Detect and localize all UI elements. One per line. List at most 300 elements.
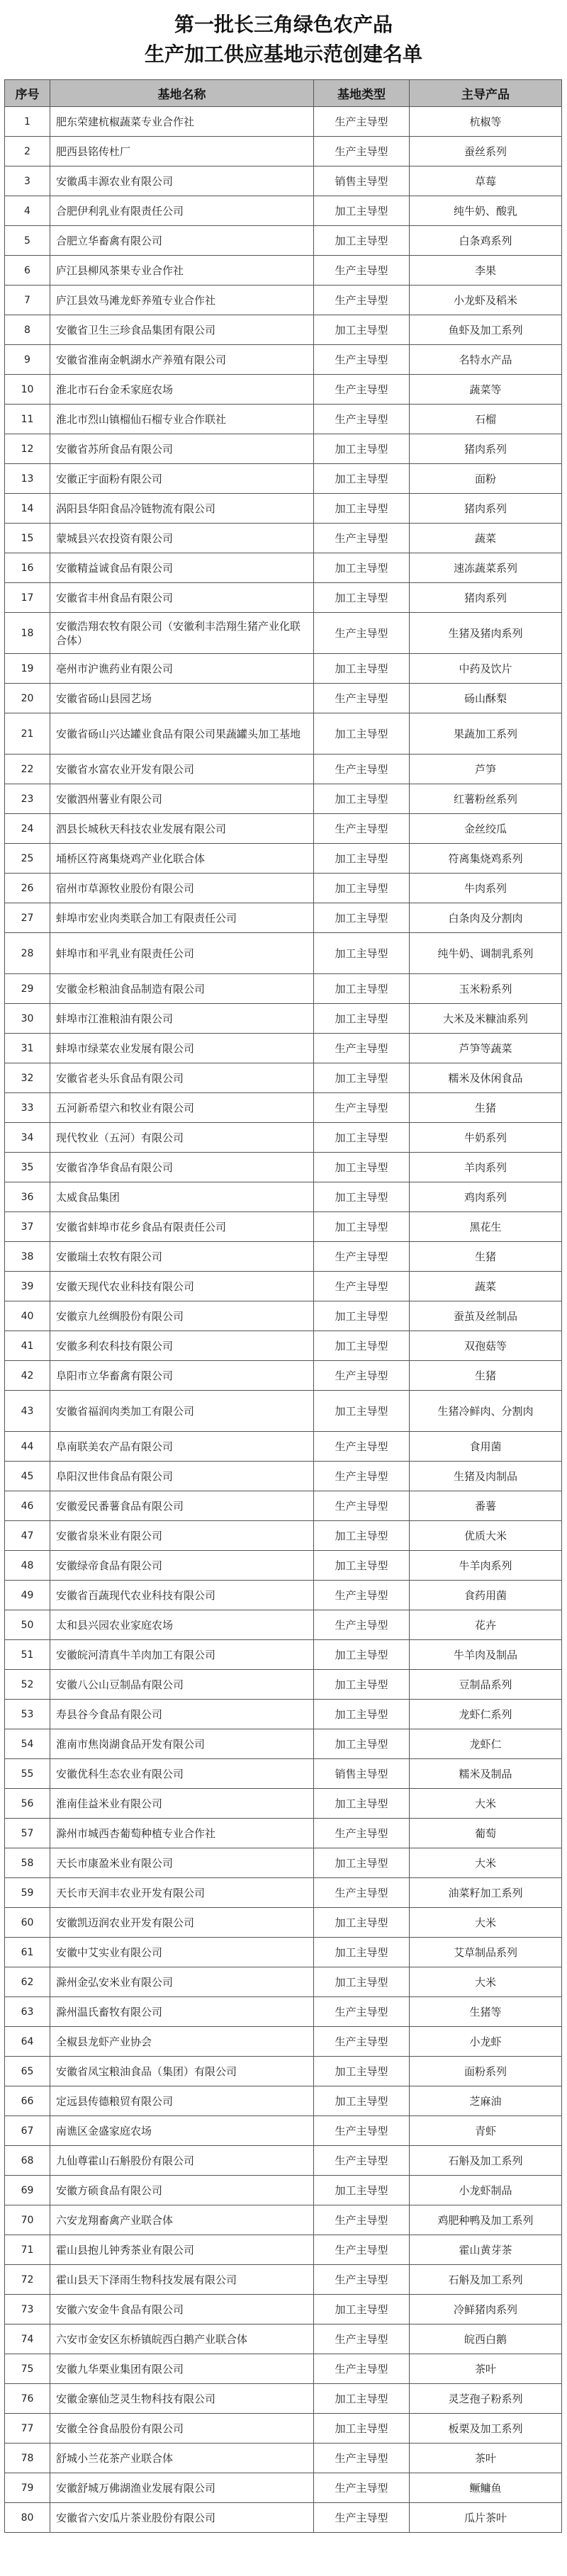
- table-row: [5, 107, 562, 137]
- row-product: 优质大米: [410, 1521, 562, 1551]
- row-name: 安徽优科生态农业有限公司: [50, 1759, 314, 1789]
- row-type: 加工主导型: [314, 844, 410, 874]
- row-no: 40: [5, 1301, 50, 1331]
- row-product: 小龙虾及稻米: [410, 286, 562, 315]
- row-product: 中药及饮片: [410, 654, 562, 684]
- row-name: 安徽泗州薯业有限公司: [50, 784, 314, 814]
- row-type: 生产主导型: [314, 1997, 410, 2027]
- row-no: 28: [5, 933, 50, 974]
- row-no: 35: [5, 1153, 50, 1182]
- row-no: 8: [5, 315, 50, 345]
- row-no: 19: [5, 654, 50, 684]
- row-type: 加工主导型: [314, 1700, 410, 1729]
- row-no: 3: [5, 166, 50, 196]
- table-row: [5, 1759, 562, 1789]
- row-name: 安徽金寨仙芝灵生物科技有限公司: [50, 2384, 314, 2414]
- row-no: 36: [5, 1182, 50, 1212]
- row-type: 加工主导型: [314, 1123, 410, 1153]
- row-name: 安徽瑞土农牧有限公司: [50, 1242, 314, 1272]
- row-type: 生产主导型: [314, 2324, 410, 2354]
- table-row: [5, 1182, 562, 1212]
- row-product: 鸡肉系列: [410, 1182, 562, 1212]
- row-type: 加工主导型: [314, 2176, 410, 2205]
- row-product: 草莓: [410, 166, 562, 196]
- row-name: 安徽爱民番薯食品有限公司: [50, 1491, 314, 1521]
- row-name: 宿州市草源牧业股份有限公司: [50, 874, 314, 903]
- row-name: 安徽省净华食品有限公司: [50, 1153, 314, 1182]
- row-product: 龙虾仁系列: [410, 1700, 562, 1729]
- row-name: 安徽中艾实业有限公司: [50, 1938, 314, 1967]
- row-type: 加工主导型: [314, 1729, 410, 1759]
- table-row: [5, 1670, 562, 1700]
- row-no: 74: [5, 2324, 50, 2354]
- row-type: 加工主导型: [314, 2295, 410, 2324]
- row-type: 加工主导型: [314, 434, 410, 464]
- row-type: 加工主导型: [314, 1153, 410, 1182]
- row-no: 41: [5, 1331, 50, 1361]
- row-name: 安徽禹丰源农业有限公司: [50, 166, 314, 196]
- row-product: 羊肉系列: [410, 1153, 562, 1182]
- row-no: 13: [5, 464, 50, 494]
- row-type: 加工主导型: [314, 1331, 410, 1361]
- row-name: 合肥伊利乳业有限责任公司: [50, 196, 314, 226]
- row-no: 1: [5, 107, 50, 137]
- row-no: 75: [5, 2354, 50, 2384]
- row-type: 加工主导型: [314, 315, 410, 345]
- table-row: [5, 1521, 562, 1551]
- table-row: [5, 2027, 562, 2057]
- row-name: 肥西县铭传杜厂: [50, 137, 314, 166]
- table-row: [5, 1581, 562, 1610]
- row-no: 56: [5, 1789, 50, 1819]
- row-no: 53: [5, 1700, 50, 1729]
- table-row: [5, 874, 562, 903]
- row-no: 27: [5, 903, 50, 933]
- table-row: [5, 583, 562, 613]
- row-name: 安徽省老头乐食品有限公司: [50, 1063, 314, 1093]
- row-name: 天长市康盈米业有限公司: [50, 1848, 314, 1878]
- table-row: [5, 1819, 562, 1848]
- row-name: 安徽省百蔬现代农业科技有限公司: [50, 1581, 314, 1610]
- table-row: [5, 1093, 562, 1123]
- row-product: 生猪冷鲜肉、分割肉: [410, 1391, 562, 1432]
- row-product: 青虾: [410, 2116, 562, 2146]
- row-no: 32: [5, 1063, 50, 1093]
- row-no: 15: [5, 524, 50, 553]
- row-name: 安徽六安金牛食品有限公司: [50, 2295, 314, 2324]
- row-name: 现代牧业（五河）有限公司: [50, 1123, 314, 1153]
- table-row: [5, 2116, 562, 2146]
- row-no: 9: [5, 345, 50, 375]
- row-no: 52: [5, 1670, 50, 1700]
- table-row: [5, 1967, 562, 1997]
- row-name: 五河新希望六和牧业有限公司: [50, 1093, 314, 1123]
- row-product: 符离集烧鸡系列: [410, 844, 562, 874]
- header-no: 序号: [5, 80, 50, 107]
- row-type: 加工主导型: [314, 713, 410, 755]
- row-name: 安徽凯迈润农业开发有限公司: [50, 1908, 314, 1938]
- row-no: 34: [5, 1123, 50, 1153]
- row-type: 生产主导型: [314, 2473, 410, 2503]
- row-no: 48: [5, 1551, 50, 1581]
- row-type: 生产主导型: [314, 1491, 410, 1521]
- row-type: 加工主导型: [314, 196, 410, 226]
- row-product: 蔬菜等: [410, 375, 562, 405]
- row-name: 安徽省蚌埠市花乡食品有限责任公司: [50, 1212, 314, 1242]
- table-row: [5, 137, 562, 166]
- table-row: [5, 1004, 562, 1034]
- row-type: 加工主导型: [314, 1004, 410, 1034]
- row-product: 牛羊肉系列: [410, 1551, 562, 1581]
- row-type: 加工主导型: [314, 2414, 410, 2444]
- row-no: 71: [5, 2235, 50, 2265]
- row-type: 生产主导型: [314, 2354, 410, 2384]
- row-type: 加工主导型: [314, 494, 410, 524]
- table-row: [5, 2146, 562, 2176]
- row-type: 加工主导型: [314, 553, 410, 583]
- row-name: 全椒县龙虾产业协会: [50, 2027, 314, 2057]
- header-product: 主导产品: [410, 80, 562, 107]
- row-name: 安徽省泉米业有限公司: [50, 1521, 314, 1551]
- row-product: 皖西白鹅: [410, 2324, 562, 2354]
- table-row: [5, 345, 562, 375]
- row-type: 生产主导型: [314, 375, 410, 405]
- row-product: 龙虾仁: [410, 1729, 562, 1759]
- row-type: 生产主导型: [314, 1610, 410, 1640]
- row-type: 生产主导型: [314, 524, 410, 553]
- row-product: 灵芝孢子粉系列: [410, 2384, 562, 2414]
- row-product: 食药用菌: [410, 1581, 562, 1610]
- table-row: [5, 1212, 562, 1242]
- row-no: 31: [5, 1034, 50, 1063]
- row-no: 70: [5, 2205, 50, 2235]
- table-row: [5, 1878, 562, 1908]
- row-type: 加工主导型: [314, 1212, 410, 1242]
- row-product: 大米: [410, 1967, 562, 1997]
- row-name: 九仙尊霍山石斛股份有限公司: [50, 2146, 314, 2176]
- row-product: 糯米及制品: [410, 1759, 562, 1789]
- row-name: 埇桥区符离集烧鸡产业化联合体: [50, 844, 314, 874]
- row-product: 小龙虾: [410, 2027, 562, 2057]
- row-product: 板栗及加工系列: [410, 2414, 562, 2444]
- table-row: [5, 844, 562, 874]
- row-name: 蚌埠市绿菜农业发展有限公司: [50, 1034, 314, 1063]
- row-product: 霍山黄芽茶: [410, 2235, 562, 2265]
- row-name: 安徽省凤宝粮油食品（集团）有限公司: [50, 2057, 314, 2086]
- row-type: 生产主导型: [314, 1462, 410, 1491]
- row-no: 69: [5, 2176, 50, 2205]
- row-name: 定远县传德粮贸有限公司: [50, 2086, 314, 2116]
- row-type: 生产主导型: [314, 405, 410, 434]
- row-product: 糯米及休闲食品: [410, 1063, 562, 1093]
- row-no: 39: [5, 1272, 50, 1301]
- row-name: 淮南佳益米业有限公司: [50, 1789, 314, 1819]
- row-product: 石斛及加工系列: [410, 2146, 562, 2176]
- row-name: 舒城小兰花茶产业联合体: [50, 2444, 314, 2473]
- row-no: 50: [5, 1610, 50, 1640]
- row-product: 番薯: [410, 1491, 562, 1521]
- row-product: 果蔬加工系列: [410, 713, 562, 755]
- row-type: 加工主导型: [314, 1967, 410, 1997]
- row-no: 38: [5, 1242, 50, 1272]
- row-type: 生产主导型: [314, 2116, 410, 2146]
- table-row: [5, 375, 562, 405]
- row-type: 加工主导型: [314, 1551, 410, 1581]
- table-row: [5, 974, 562, 1004]
- row-type: 加工主导型: [314, 874, 410, 903]
- row-name: 阜阳市立华畜禽有限公司: [50, 1361, 314, 1391]
- row-product: 杭椒等: [410, 107, 562, 137]
- table-row: [5, 784, 562, 814]
- row-no: 59: [5, 1878, 50, 1908]
- row-product: 生猪等: [410, 1997, 562, 2027]
- row-no: 78: [5, 2444, 50, 2473]
- row-type: 生产主导型: [314, 1878, 410, 1908]
- table-row: [5, 226, 562, 256]
- row-name: 安徽天现代农业科技有限公司: [50, 1272, 314, 1301]
- row-product: 猪肉系列: [410, 583, 562, 613]
- row-no: 7: [5, 286, 50, 315]
- row-product: 芦笋: [410, 755, 562, 784]
- row-type: 销售主导型: [314, 1759, 410, 1789]
- row-product: 金丝绞瓜: [410, 814, 562, 844]
- table-row: [5, 1848, 562, 1878]
- row-name: 安徽省苏所食品有限公司: [50, 434, 314, 464]
- row-product: 芦笋等蔬菜: [410, 1034, 562, 1063]
- row-no: 30: [5, 1004, 50, 1034]
- row-type: 生产主导型: [314, 1361, 410, 1391]
- row-name: 滁州温氏畜牧有限公司: [50, 1997, 314, 2027]
- row-product: 鱼虾及加工系列: [410, 315, 562, 345]
- table-row: [5, 755, 562, 784]
- row-no: 16: [5, 553, 50, 583]
- table-row: [5, 2384, 562, 2414]
- table-row: [5, 1153, 562, 1182]
- row-product: 速冻蔬菜系列: [410, 553, 562, 583]
- row-no: 46: [5, 1491, 50, 1521]
- table-row: [5, 1729, 562, 1759]
- row-no: 25: [5, 844, 50, 874]
- table-row: [5, 1432, 562, 1462]
- row-name: 庐江县柳风茶果专业合作社: [50, 256, 314, 286]
- row-name: 安徽省淮南金帆湖水产养殖有限公司: [50, 345, 314, 375]
- row-type: 销售主导型: [314, 166, 410, 196]
- row-no: 33: [5, 1093, 50, 1123]
- row-no: 64: [5, 2027, 50, 2057]
- row-name: 安徽省卫生三珍食品集团有限公司: [50, 315, 314, 345]
- table-row: [5, 713, 562, 755]
- row-no: 60: [5, 1908, 50, 1938]
- row-product: 大米: [410, 1908, 562, 1938]
- row-name: 肥东荣建杭椒蔬菜专业合作社: [50, 107, 314, 137]
- table-row: [5, 494, 562, 524]
- row-type: 生产主导型: [314, 2205, 410, 2235]
- row-type: 加工主导型: [314, 1063, 410, 1093]
- row-name: 霍山县抱儿钟秀茶业有限公司: [50, 2235, 314, 2265]
- row-no: 47: [5, 1521, 50, 1551]
- row-product: 油菜籽加工系列: [410, 1878, 562, 1908]
- row-product: 生猪及肉制品: [410, 1462, 562, 1491]
- row-name: 蚌埠市和平乳业有限责任公司: [50, 933, 314, 974]
- row-product: 鸡肥种鸭及加工系列: [410, 2205, 562, 2235]
- row-type: 加工主导型: [314, 226, 410, 256]
- row-product: 牛肉系列: [410, 874, 562, 903]
- row-no: 45: [5, 1462, 50, 1491]
- row-name: 安徽省水富农业开发有限公司: [50, 755, 314, 784]
- row-product: 石榴: [410, 405, 562, 434]
- row-product: 蚕茧及丝制品: [410, 1301, 562, 1331]
- table-row: [5, 1938, 562, 1967]
- row-name: 安徽省丰州食品有限公司: [50, 583, 314, 613]
- row-no: 23: [5, 784, 50, 814]
- row-product: 李果: [410, 256, 562, 286]
- title-line-2: 生产加工供应基地示范创建名单: [144, 43, 422, 66]
- row-type: 生产主导型: [314, 2503, 410, 2533]
- row-no: 51: [5, 1640, 50, 1670]
- row-type: 加工主导型: [314, 1848, 410, 1878]
- row-no: 61: [5, 1938, 50, 1967]
- table-row: [5, 286, 562, 315]
- row-type: 加工主导型: [314, 1938, 410, 1967]
- table-row: [5, 553, 562, 583]
- table-row: [5, 2503, 562, 2533]
- row-name: 安徽舒城万佛湖渔业发展有限公司: [50, 2473, 314, 2503]
- row-product: 食用菌: [410, 1432, 562, 1462]
- table-row: [5, 166, 562, 196]
- row-product: 大米: [410, 1848, 562, 1878]
- table-row: [5, 196, 562, 226]
- row-product: 玉米粉系列: [410, 974, 562, 1004]
- row-no: 44: [5, 1432, 50, 1462]
- row-type: 加工主导型: [314, 1391, 410, 1432]
- row-no: 73: [5, 2295, 50, 2324]
- row-name: 安徽金杉粮油食品制造有限公司: [50, 974, 314, 1004]
- table-row: [5, 405, 562, 434]
- row-no: 12: [5, 434, 50, 464]
- row-type: 生产主导型: [314, 1432, 410, 1462]
- row-name: 阜南联美农产品有限公司: [50, 1432, 314, 1462]
- row-type: 加工主导型: [314, 1908, 410, 1938]
- row-type: 生产主导型: [314, 2265, 410, 2295]
- row-name: 滁州金弘安米业有限公司: [50, 1967, 314, 1997]
- table-row: [5, 1034, 562, 1063]
- row-no: 66: [5, 2086, 50, 2116]
- row-product: 猪肉系列: [410, 434, 562, 464]
- row-no: 67: [5, 2116, 50, 2146]
- row-no: 6: [5, 256, 50, 286]
- header-name: 基地名称: [50, 80, 314, 107]
- row-name: 六安龙翔畜禽产业联合体: [50, 2205, 314, 2235]
- row-product: 生猪: [410, 1361, 562, 1391]
- row-product: 大米: [410, 1789, 562, 1819]
- row-product: 牛奶系列: [410, 1123, 562, 1153]
- row-name: 安徽方硕食品有限公司: [50, 2176, 314, 2205]
- row-product: 面粉: [410, 464, 562, 494]
- title-line-1: 第一批长三角绿色农产品: [174, 13, 393, 36]
- table-row: [5, 315, 562, 345]
- row-name: 安徽多利农科技有限公司: [50, 1331, 314, 1361]
- row-type: 生产主导型: [314, 1093, 410, 1123]
- table-row: [5, 256, 562, 286]
- row-product: 茶叶: [410, 2444, 562, 2473]
- table-row: [5, 464, 562, 494]
- row-type: 生产主导型: [314, 137, 410, 166]
- row-type: 加工主导型: [314, 784, 410, 814]
- table-row: [5, 1908, 562, 1938]
- table-row: [5, 1700, 562, 1729]
- row-product: 生猪: [410, 1242, 562, 1272]
- base-list-table: [4, 79, 562, 2533]
- row-type: 加工主导型: [314, 2086, 410, 2116]
- row-name: 安徽京九丝绸股份有限公司: [50, 1301, 314, 1331]
- row-type: 生产主导型: [314, 107, 410, 137]
- row-name: 涡阳县华阳食品冷链物流有限公司: [50, 494, 314, 524]
- row-name: 滁州市城西杏葡萄种植专业合作社: [50, 1819, 314, 1848]
- row-product: 猪肉系列: [410, 494, 562, 524]
- row-product: 花卉: [410, 1610, 562, 1640]
- row-type: 生产主导型: [314, 286, 410, 315]
- row-no: 2: [5, 137, 50, 166]
- row-product: 名特水产品: [410, 345, 562, 375]
- header-row: [5, 80, 562, 107]
- row-name: 庐江县效马滩龙虾养殖专业合作社: [50, 286, 314, 315]
- row-product: 石斛及加工系列: [410, 2265, 562, 2295]
- row-product: 芝麻油: [410, 2086, 562, 2116]
- row-name: 蚌埠市宏业肉类联合加工有限责任公司: [50, 903, 314, 933]
- row-name: 安徽正宇面粉有限公司: [50, 464, 314, 494]
- row-type: 生产主导型: [314, 613, 410, 654]
- row-type: 加工主导型: [314, 1521, 410, 1551]
- row-name: 淮北市石台金禾家庭农场: [50, 375, 314, 405]
- row-type: 加工主导型: [314, 933, 410, 974]
- table-row: [5, 1789, 562, 1819]
- table-row: [5, 1551, 562, 1581]
- row-no: 20: [5, 684, 50, 713]
- row-name: 南谯区金盛家庭农场: [50, 2116, 314, 2146]
- row-name: 安徽精益诚食品有限公司: [50, 553, 314, 583]
- row-product: 黑花生: [410, 1212, 562, 1242]
- row-product: 红薯粉丝系列: [410, 784, 562, 814]
- row-type: 生产主导型: [314, 755, 410, 784]
- row-name: 合肥立华畜禽有限公司: [50, 226, 314, 256]
- row-no: 43: [5, 1391, 50, 1432]
- row-no: 76: [5, 2384, 50, 2414]
- row-no: 5: [5, 226, 50, 256]
- table-row: [5, 1640, 562, 1670]
- row-no: 65: [5, 2057, 50, 2086]
- table-row: [5, 1391, 562, 1432]
- row-type: 加工主导型: [314, 1182, 410, 1212]
- row-no: 10: [5, 375, 50, 405]
- row-product: 冷鲜猪肉系列: [410, 2295, 562, 2324]
- table-row: [5, 1242, 562, 1272]
- row-name: 安徽省六安瓜片茶业股份有限公司: [50, 2503, 314, 2533]
- table-row: [5, 1491, 562, 1521]
- row-type: 加工主导型: [314, 2384, 410, 2414]
- row-no: 72: [5, 2265, 50, 2295]
- row-product: 鳜鳙鱼: [410, 2473, 562, 2503]
- row-product: 大米及米糠油系列: [410, 1004, 562, 1034]
- row-product: 葡萄: [410, 1819, 562, 1848]
- row-type: 生产主导型: [314, 2027, 410, 2057]
- header-type: 基地类型: [314, 80, 410, 107]
- row-no: 21: [5, 713, 50, 755]
- row-no: 49: [5, 1581, 50, 1610]
- row-product: 茶叶: [410, 2354, 562, 2384]
- row-name: 蒙城县兴农投资有限公司: [50, 524, 314, 553]
- document-title: [0, 0, 567, 71]
- table-row: [5, 903, 562, 933]
